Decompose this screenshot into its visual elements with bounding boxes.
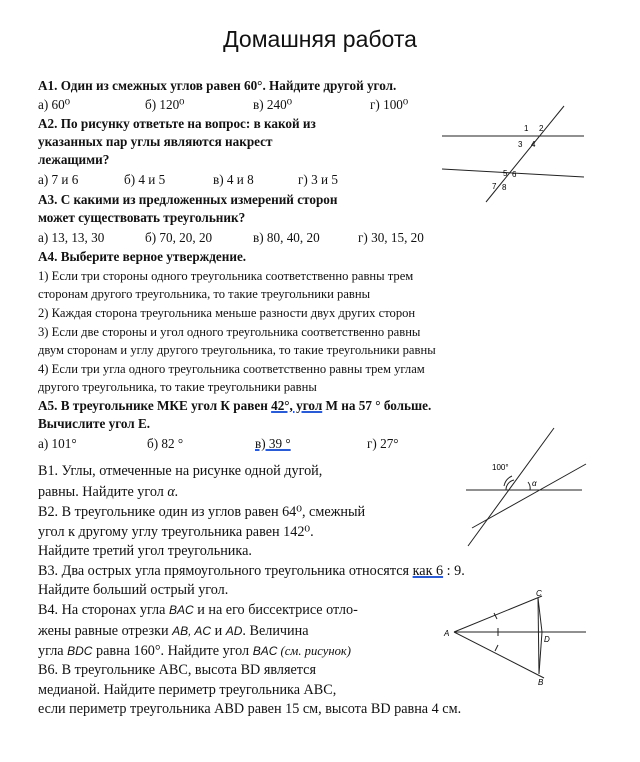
b1-label-alpha: α — [532, 479, 537, 488]
a2-label-2: 2 — [539, 124, 544, 133]
b4-text-and: и — [211, 623, 226, 639]
b4-label-c: C — [536, 589, 542, 598]
b4-segment-ad: AD — [225, 624, 243, 638]
b4-angle-bac: BAC — [168, 603, 194, 617]
b1-angles-figure — [462, 424, 590, 548]
a2-label-3: 3 — [518, 140, 523, 149]
a4-statement-4-line1: 4) Если три угла одного треугольника соответственно равны трем углам — [38, 362, 425, 376]
a1-option-c: в) 240⁰ — [253, 97, 292, 112]
b4-question-line1 — [38, 602, 358, 618]
b4-text-4: . Величина — [242, 623, 309, 639]
b4-angle-bdc: BDC — [67, 644, 93, 658]
b6-question-line1: В6. В треугольнике АВС, высота BD является — [38, 662, 316, 678]
b1-arc-right — [528, 482, 530, 490]
a2-lines-figure — [436, 104, 586, 204]
a2-label-6: 6 — [512, 170, 517, 179]
b2-question-line3: Найдите третий угол треугольника. — [38, 543, 252, 559]
b4-question-line3 — [38, 643, 351, 659]
b4-text-5: угла — [38, 643, 68, 659]
a2-label-8: 8 — [502, 183, 507, 192]
b4-ray-ab — [454, 632, 544, 678]
b4-question-line2 — [38, 623, 309, 639]
a4-statement-1-line2: сторонам другого треугольника, то такие треугольники равны — [38, 287, 371, 301]
a5-question-line1 — [38, 398, 431, 414]
b4-text-1: В4. На сторонах угла — [38, 602, 169, 618]
b4-angle-bac-2: BAC — [252, 644, 278, 658]
b4-triangle-figure — [440, 588, 590, 688]
a2-label-4: 4 — [531, 140, 536, 149]
a3-option-b: б) 70, 20, 20 — [145, 230, 213, 245]
a1-question: А1. Один из смежных углов равен 60°. Найдите другой угол. — [38, 78, 397, 93]
b3-text-end: : 9. — [443, 563, 465, 579]
a5-text-start: А5. В треугольнике МКЕ угол К равен — [38, 398, 272, 413]
b1-text: равны. Найдите угол — [38, 484, 168, 500]
b4-segment-bd — [539, 632, 542, 674]
a2-option-c: в) 4 и 8 — [213, 172, 254, 187]
a2-option-b: б) 4 и 5 — [124, 172, 166, 187]
b2-question-line2: угол к другому углу треугольника равен 142⁰. — [38, 524, 314, 540]
b4-segments-ab-ac: AB, AC — [172, 624, 212, 638]
a3-option-c: в) 80, 40, 20 — [253, 230, 320, 245]
a5-option-b: б) 82 ° — [147, 436, 184, 451]
a3-option-d: г) 30, 15, 20 — [358, 230, 424, 245]
a4-statement-3-line2: двум сторонам и углу другого треугольника, то такие треугольники равны — [38, 343, 436, 357]
a3-question-line1: А3. С какими из предложенных измерений сторон — [38, 192, 338, 207]
b4-ray-ac — [454, 596, 542, 632]
a3-option-a: а) 13, 13, 30 — [38, 230, 105, 245]
b4-label-a: A — [444, 629, 450, 638]
a2-option-a: а) 7 и 6 — [38, 172, 79, 187]
a3-question-line2: может существовать треугольник? — [38, 210, 246, 225]
b3-underlined-text: как 6 — [412, 563, 444, 579]
a2-question-line1: А2. По рисунку ответьте на вопрос: в какой из — [38, 116, 316, 131]
b1-alpha: α. — [167, 484, 179, 500]
b2-question-line1: В2. В треугольнике один из углов равен 64⁰, смежный — [38, 504, 366, 520]
a5-text-end: М на 57 ° больше. — [322, 398, 432, 413]
a2-label-1: 1 — [524, 124, 529, 133]
a2-transversal — [486, 106, 564, 202]
a2-label-7: 7 — [492, 182, 497, 191]
a1-option-d: г) 100⁰ — [370, 97, 409, 112]
b3-question-line2: Найдите больший острый угол. — [38, 582, 229, 598]
a4-statement-2: 2) Каждая сторона треугольника меньше разности двух других сторон — [38, 306, 416, 320]
a5-option-a: а) 101° — [38, 436, 77, 451]
b4-label-d: D — [544, 635, 550, 644]
a5-underlined-text: 42°, угол — [271, 398, 323, 413]
b1-question-line1: В1. Углы, отмеченные на рисунке одной дугой, — [38, 463, 323, 479]
b4-label-b: B — [538, 678, 544, 687]
a2-label-5: 5 — [503, 169, 508, 178]
page-title: Домашняя работа — [223, 26, 417, 52]
b6-question-line2: медианой. Найдите периметр треугольника АВС, — [38, 682, 337, 698]
b4-see-figure-note: (см. рисунок) — [277, 644, 351, 658]
b4-text-2: и на его биссектрисе отло- — [193, 602, 358, 618]
a5-option-c: в) 39 ° — [255, 436, 291, 451]
b6-question-line3: если периметр треугольника ABD равен 15 см, высота BD равна 4 см. — [38, 701, 462, 717]
a2-option-d: г) 3 и 5 — [298, 172, 338, 187]
b4-text-6: равна 160°. Найдите угол — [92, 643, 253, 659]
a1-option-b: б) 120⁰ — [145, 97, 185, 112]
b1-line-steep — [468, 428, 554, 546]
a4-title: А4. Выберите верное утверждение. — [38, 249, 247, 264]
a5-question-line2: Вычислите угол Е. — [38, 416, 151, 431]
a1-option-a: а) 60⁰ — [38, 97, 71, 112]
a4-statement-1-line1: 1) Если три стороны одного треугольника соответственно равны трем — [38, 269, 414, 283]
a2-question-line3: лежащими? — [38, 152, 110, 167]
b3-question-line1 — [38, 563, 465, 579]
b4-tick-ab — [495, 645, 498, 651]
b1-question-line2 — [38, 484, 178, 500]
a2-question-line2: указанных пар углы являются накрест — [38, 134, 273, 149]
a4-statement-4-line2: другого треугольника, то такие треугольники равны — [38, 380, 317, 394]
b4-tick-ac — [494, 613, 497, 619]
b1-label-100: 100° — [492, 463, 509, 472]
b1-line-shallow — [472, 464, 586, 528]
b4-text-3: жены равные отрезки — [38, 623, 173, 639]
a4-statement-3-line1: 3) Если две стороны и угол одного треугольника соответственно равны — [38, 325, 421, 339]
a5-option-d: г) 27° — [367, 436, 399, 451]
b3-text-start: В3. Два острых угла прямоугольного треугольника относятся — [38, 563, 413, 579]
